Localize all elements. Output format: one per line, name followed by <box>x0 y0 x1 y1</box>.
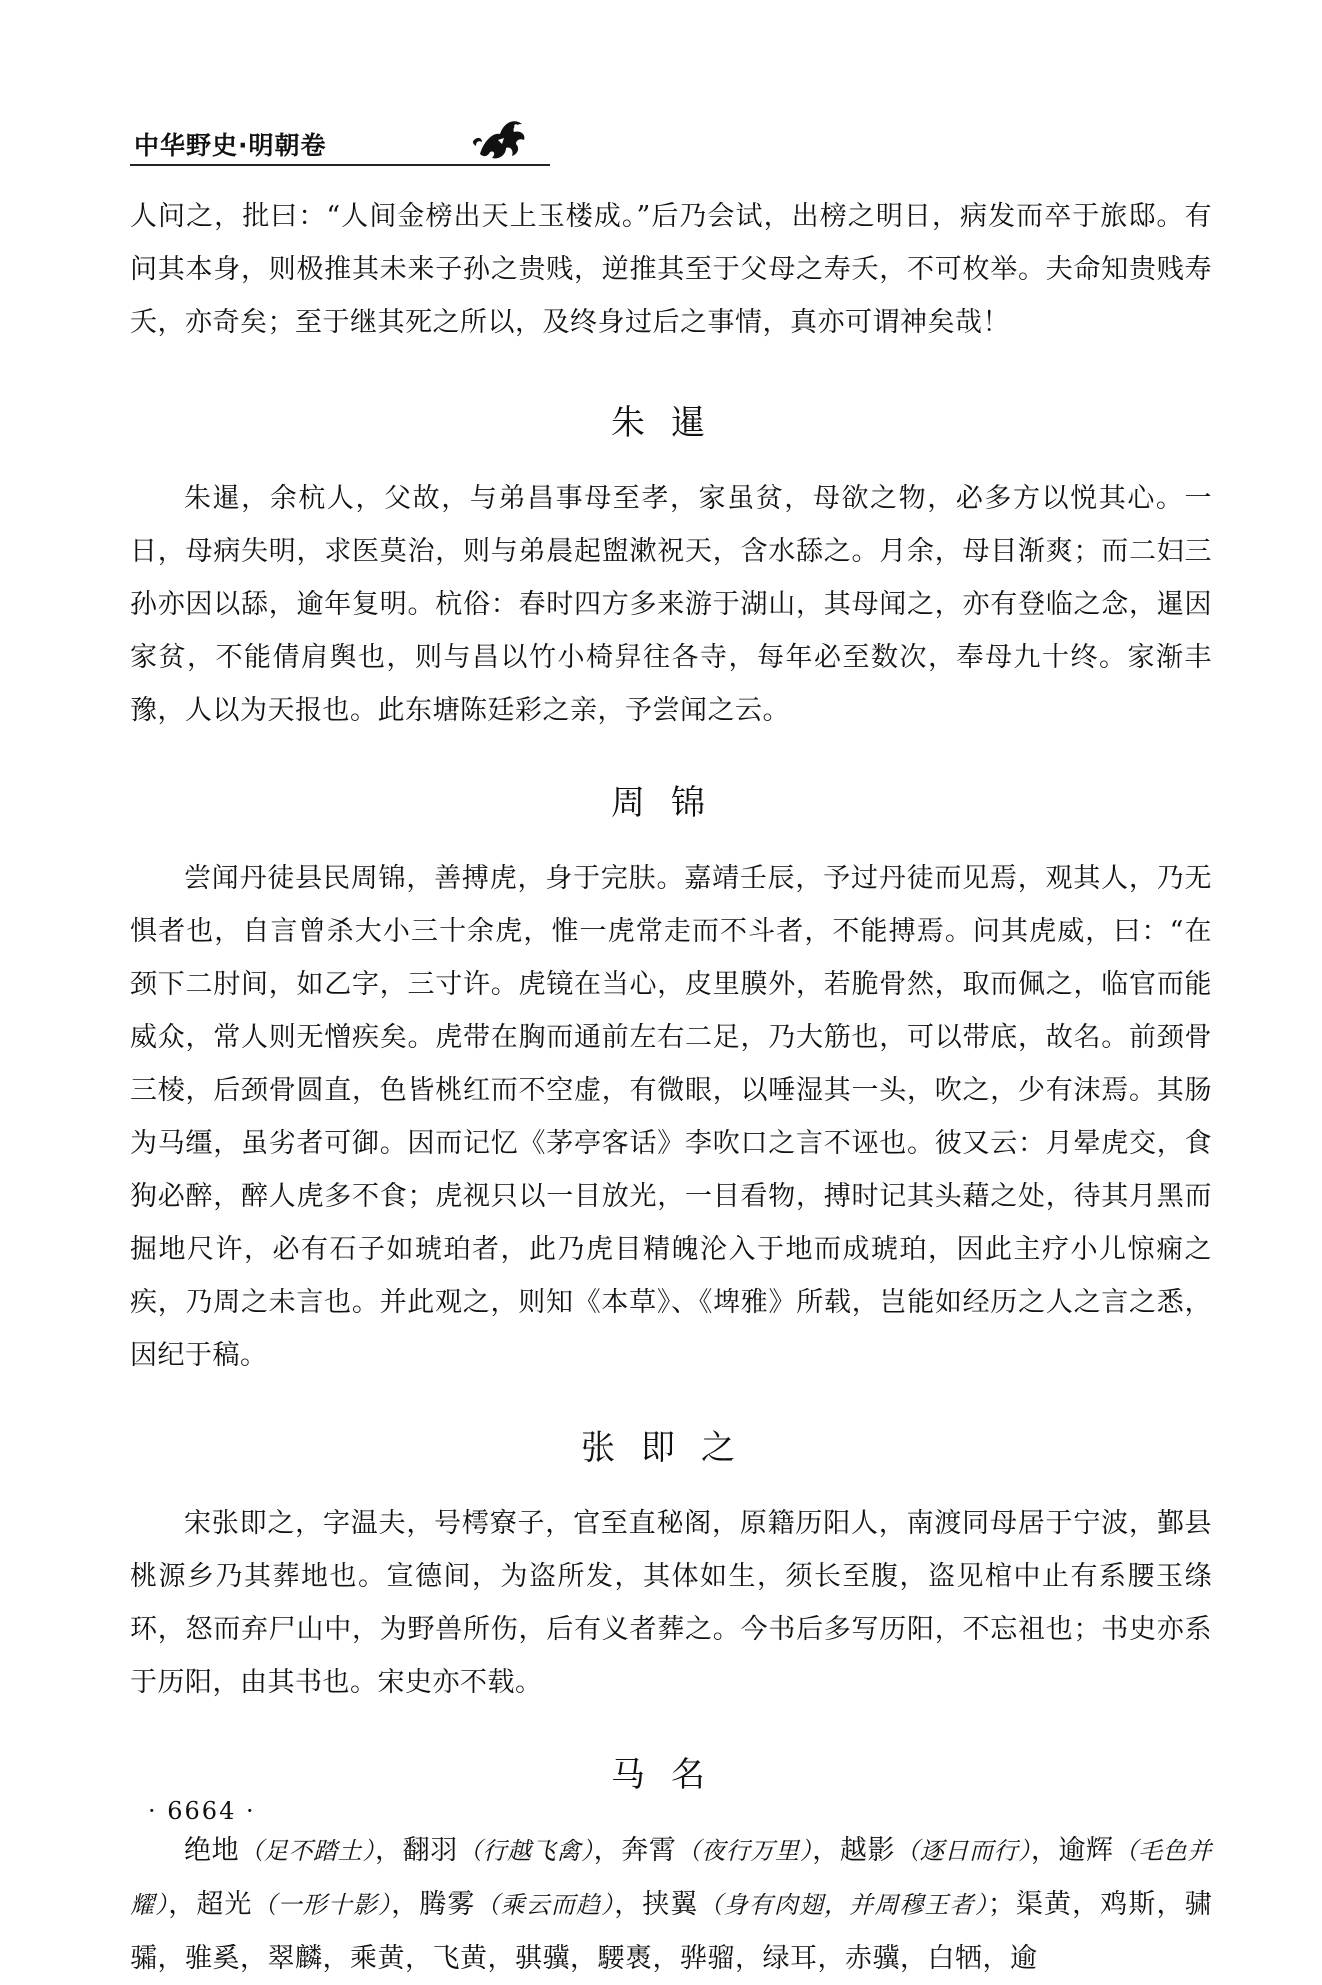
horse-annotation: （足不踏土） <box>239 1837 375 1865</box>
running-header <box>130 118 550 170</box>
horse-name: ，超光 <box>168 1889 253 1920</box>
horse-name: ，腾雾 <box>391 1889 476 1920</box>
horse-annotation: （逐日而行） <box>895 1837 1031 1865</box>
horse-name: ，越影 <box>812 1835 896 1866</box>
horse-annotation: （身有肉翅，并周穆王者） <box>698 1891 988 1919</box>
horse-name: ，奔霄 <box>593 1835 677 1866</box>
horse-name: ，挟翼 <box>614 1889 699 1920</box>
book-title: 中华野史·明朝卷 <box>134 131 327 160</box>
section-title-zhou-jin: 周锦 <box>611 783 731 823</box>
horse-annotation: （行越飞禽） <box>457 1837 594 1865</box>
section-title-zhang-jizhi: 张即之 <box>581 1428 761 1468</box>
section-text-zhu-xian: 朱暹，余杭人，父故，与弟昌事母至孝，家虽贫，母欲之物，必多方以悦其心。一日，母病失明，求医莫治，则与弟晨起盥漱祝天，含水舔之。月余，母目渐爽；而二妇三孙亦因以舔，逾年复明。杭俗：春时四方多来游于湖山，其母闻之，亦有登临之念，暹因家贫，不能倩肩舆也，则与昌以竹小椅舁往各寺，每年必至数次，奉母九十终。家渐丰豫，人以为天报也。此东塘陈廷彩之亲，予尝闻之云。 <box>130 483 1212 726</box>
horse-name-list: ；渠黄，鸡斯，骕骦，骓奚，翠麟，乘黄，飞黄，骐骥，騕褭，骅骝，绿耳，赤骥，白牺，逾 <box>130 1889 1213 1974</box>
section-title-ma-ming: 马名 <box>611 1755 731 1795</box>
header-rule <box>130 164 550 166</box>
horse-annotation: （夜行万里） <box>676 1837 813 1865</box>
horse-name: ，翻羽 <box>374 1835 458 1866</box>
horse-annotation: （一形十影） <box>252 1891 392 1919</box>
section-title-zhu-xian: 朱暹 <box>611 403 731 443</box>
horse-annotation: （毛色并耀） <box>130 1837 1213 1919</box>
horse-annotation: （乘云而趋） <box>475 1891 615 1919</box>
section-text-ma-ming <box>130 1824 1212 1985</box>
section-text-zhang-jizhi: 宋张即之，字温夫，号樗寮子，官至直秘阁，原籍历阳人，南渡同母居于宁波，鄞县桃源乡乃其葬地也。宣德间，为盗所发，其体如生，须长至腹，盗见棺中止有系腰玉绦环，怒而弃尸山中，为野兽所伤，后有义者葬之。今书后多写历阳，不忘祖也；书史亦系于历阳，由其书也。宋史亦不载。 <box>130 1508 1212 1698</box>
page-number: · 6664 · <box>148 1797 256 1825</box>
horse-name: ，逾辉 <box>1030 1835 1114 1866</box>
horse-name: 绝地 <box>184 1835 240 1866</box>
page-body <box>130 190 1212 1985</box>
intro-paragraph: 人问之，批曰：“人间金榜出天上玉楼成。”后乃会试，出榜之明日，病发而卒于旅邸。有问其本身，则极推其未来子孙之贵贱，逆推其至于父母之寿夭，不可枚举。夫命知贵贱寿夭，亦奇矣；至于继其死之所以，及终身过后之事情，真亦可谓神矣哉！ <box>130 201 1212 338</box>
dragon-emblem-icon <box>470 110 534 166</box>
section-text-zhou-jin: 尝闻丹徒县民周锦，善搏虎，身于完肤。嘉靖壬辰，予过丹徒而见焉，观其人，乃无惧者也，自言曾杀大小三十余虎，惟一虎常走而不斗者，不能搏焉。问其虎威，曰：“在颈下二肘间，如乙字，三寸许。虎镜在当心，皮里膜外，若脆骨然，取而佩之，临官而能威众，常人则无憎疾矣。虎带在胸而通前左右二足，乃大筋也，可以带底，故名。前颈骨三棱，后颈骨圆直，色皆桃红而不空虚，有微眼，以唾湿其一头，吹之，少有沫焉。其肠为马缰，虽劣者可御。因而记忆《茅亭客话》李吹口之言不诬也。彼又云：月晕虎交，食狗必醉，醉人虎多不食；虎视只以一目放光，一目看物，搏时记其头藉之处，待其月黑而掘地尺许，必有石子如琥珀者，此乃虎目精魄沦入于地而成琥珀，因此主疗小儿惊痫之疾，乃周之未言也。并此观之，则知《本草》、《埤雅》所载，岂能如经历之人之言之悉，因纪于稿。 <box>130 863 1212 1371</box>
